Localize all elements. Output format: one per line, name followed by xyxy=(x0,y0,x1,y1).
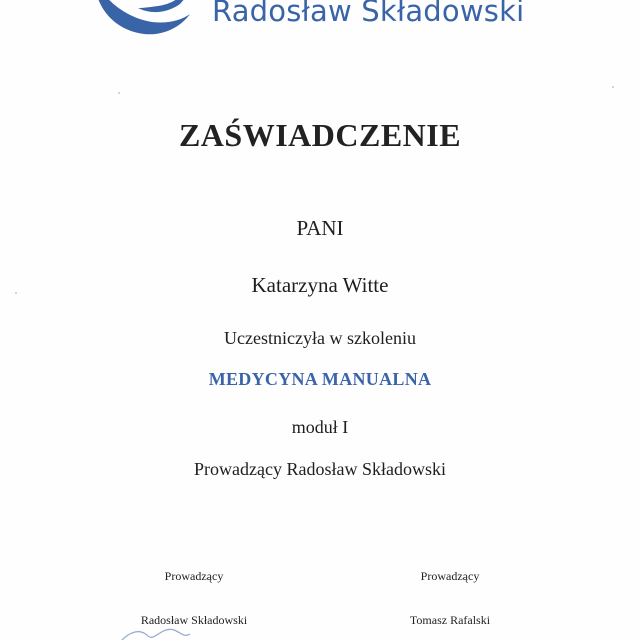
paper-speck xyxy=(118,92,120,94)
recipient-name: Katarzyna Witte xyxy=(251,273,389,297)
salutation: PANI xyxy=(296,216,344,240)
logo-name: Radosław Składowski xyxy=(212,0,525,28)
participation-text: Uczestniczyła w szkoleniu xyxy=(224,328,416,348)
signature-name-right: Tomasz Rafalski xyxy=(409,613,491,627)
certificate-title: ZAŚWIADCZENIE xyxy=(178,117,462,153)
signature-name-left: Radosław Składowski xyxy=(140,613,248,627)
handwritten-signature-icon xyxy=(118,618,228,640)
hands-logo-icon xyxy=(88,0,200,40)
course-name: MEDYCYNA MANUALNA xyxy=(208,369,432,389)
signature-role-right: Prowadzący xyxy=(420,569,480,583)
module-label: moduł I xyxy=(291,417,349,437)
paper-speck xyxy=(612,86,614,88)
paper-speck xyxy=(15,292,17,294)
lead-instructor: Prowadzący Radosław Składowski xyxy=(194,459,446,479)
signature-role-left: Prowadzący xyxy=(164,569,224,583)
